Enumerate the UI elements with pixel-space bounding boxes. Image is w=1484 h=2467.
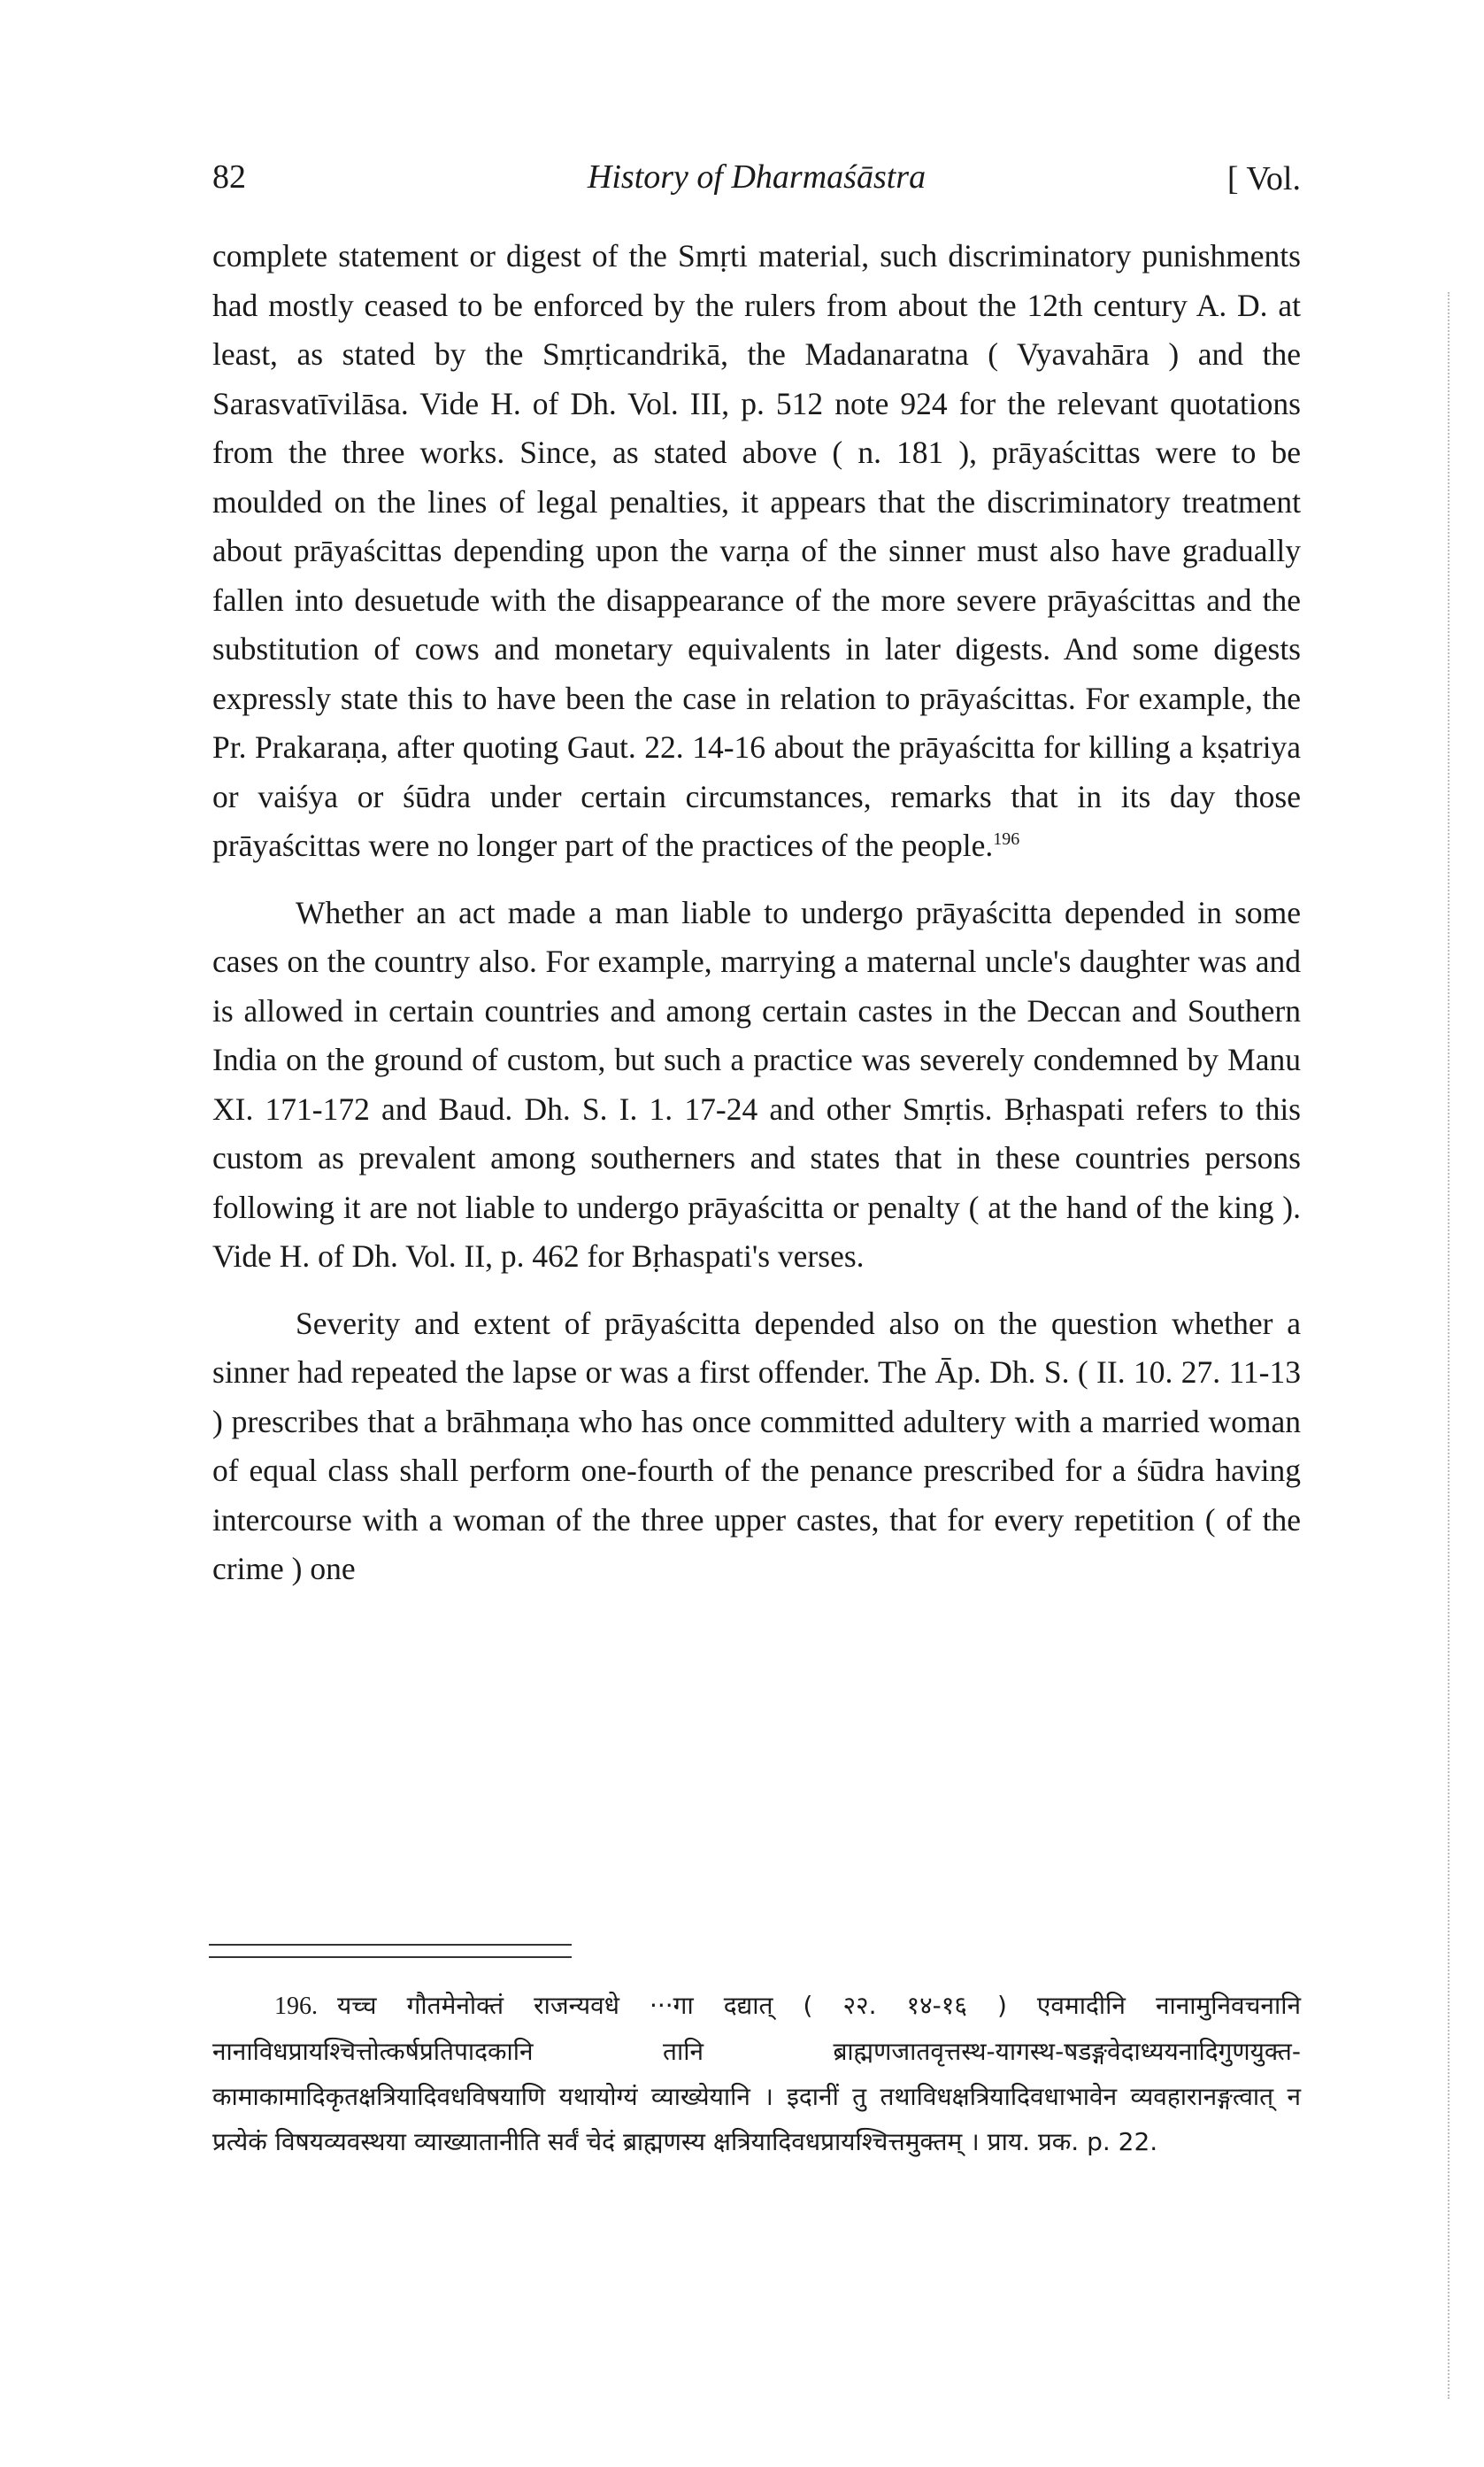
footnote bbox=[212, 1983, 1301, 2164]
paragraph-1-text: complete statement or digest of the Smṛti material, such discriminatory punishments had mostly ceased to be enforced by the rulers from about the 12th century A. D. at least, as stated by the Smṛticandrikā, the Madanaratna ( Vyavahāra ) and the Sarasvatīvilāsa. Vide H. of Dh. Vol. III, p. 512 note 924 for the relevant quotations from the three works. Since, as stated above ( n. 181 ), prāyaścittas were to be moulded on the lines of legal penalties, it appears that the discriminatory treatment about prāyaścittas depending upon the varṇa of the sinner must also have gradually fallen into desuetude with the disappearance of the more severe prāyaścittas and the substitution of cows and monetary equivalents in later digests. And some digests expressly state this to have been the case in relation to prāyaścittas. For example, the Pr. Prakaraṇa, after quoting Gaut. 22. 14-16 about the prāyaścitta for killing a kṣatriya or vaiśya or śūdra under certain circumstances, remarks that in its day those prāyaścittas were no longer part of the practices of the people. bbox=[212, 238, 1301, 863]
paragraph-1 bbox=[212, 232, 1301, 871]
running-title: History of Dharmaśāstra bbox=[587, 158, 927, 196]
page-number: 82 bbox=[212, 158, 246, 196]
running-header bbox=[212, 149, 1301, 202]
margin-dotted-line bbox=[1448, 292, 1449, 2399]
volume-label: [ Vol. bbox=[1226, 160, 1301, 197]
footnote-separator bbox=[209, 1944, 572, 1958]
footnote-marker: 196 bbox=[993, 829, 1020, 850]
footnote-number: 196. bbox=[274, 1993, 318, 2020]
main-text bbox=[212, 232, 1301, 1594]
paragraph-2: Whether an act made a man liable to undergo prāyaścitta depended in some cases on the country also. For example, marrying a maternal uncle's daughter was and is allowed in certain countries and among certain castes in the Deccan and Southern India on the ground of custom, but such a practice was severely condemned by Manu XI. 171-172 and Baud. Dh. S. I. 1. 17-24 and other Smṛtis. Bṛhaspati refers to this custom as prevalent among southerners and states that in these countries persons following it are not liable to undergo prāyaścitta or penalty ( at the hand of the king ). Vide H. of Dh. Vol. II, p. 462 for Bṛhaspati's verses. bbox=[212, 894, 1301, 1274]
footnote-text: यच्च गौतमेनोक्तं राजन्यवधे ···गा दद्यात् ( २२. १४-१६ ) एवमादीनि नानामुनिवचनानि नानाविधप्रायश्चित्तोत्कर्षप्रतिपादकानि तानि ब्राह्मणजातवृत्तस्थ-यागस्थ-षडङ्गवेदाध्ययनादिगुणयुक्त-कामाकामादिकृतक्षत्रियादिवधविषयाणि यथायोग्यं व्याख्येयानि । इदानीं तु तथाविधक्षत्रियादिवधाभावेन व्यवहारानङ्गत्वात् न प्रत्येकं विषयव्यवस्थया व्याख्यातानीति सर्वं चेदं ब्राह्मणस्य क्षत्रियादिवधप्रायश्चित्तमुक्तम् । प्राय. प्रक. p. 22. bbox=[212, 1991, 1301, 2156]
paragraph-3: Severity and extent of prāyaścitta depended also on the question whether a sinner had repeated the lapse or was a first offender. The Āp. Dh. S. ( II. 10. 27. 11-13 ) prescribes that a brāhmaṇa who has once committed adultery with a married woman of equal class shall perform one-fourth of the penance prescribed for a śūdra having intercourse with a woman of the three upper castes, that for every repetition ( of the crime ) one bbox=[212, 1305, 1301, 1586]
